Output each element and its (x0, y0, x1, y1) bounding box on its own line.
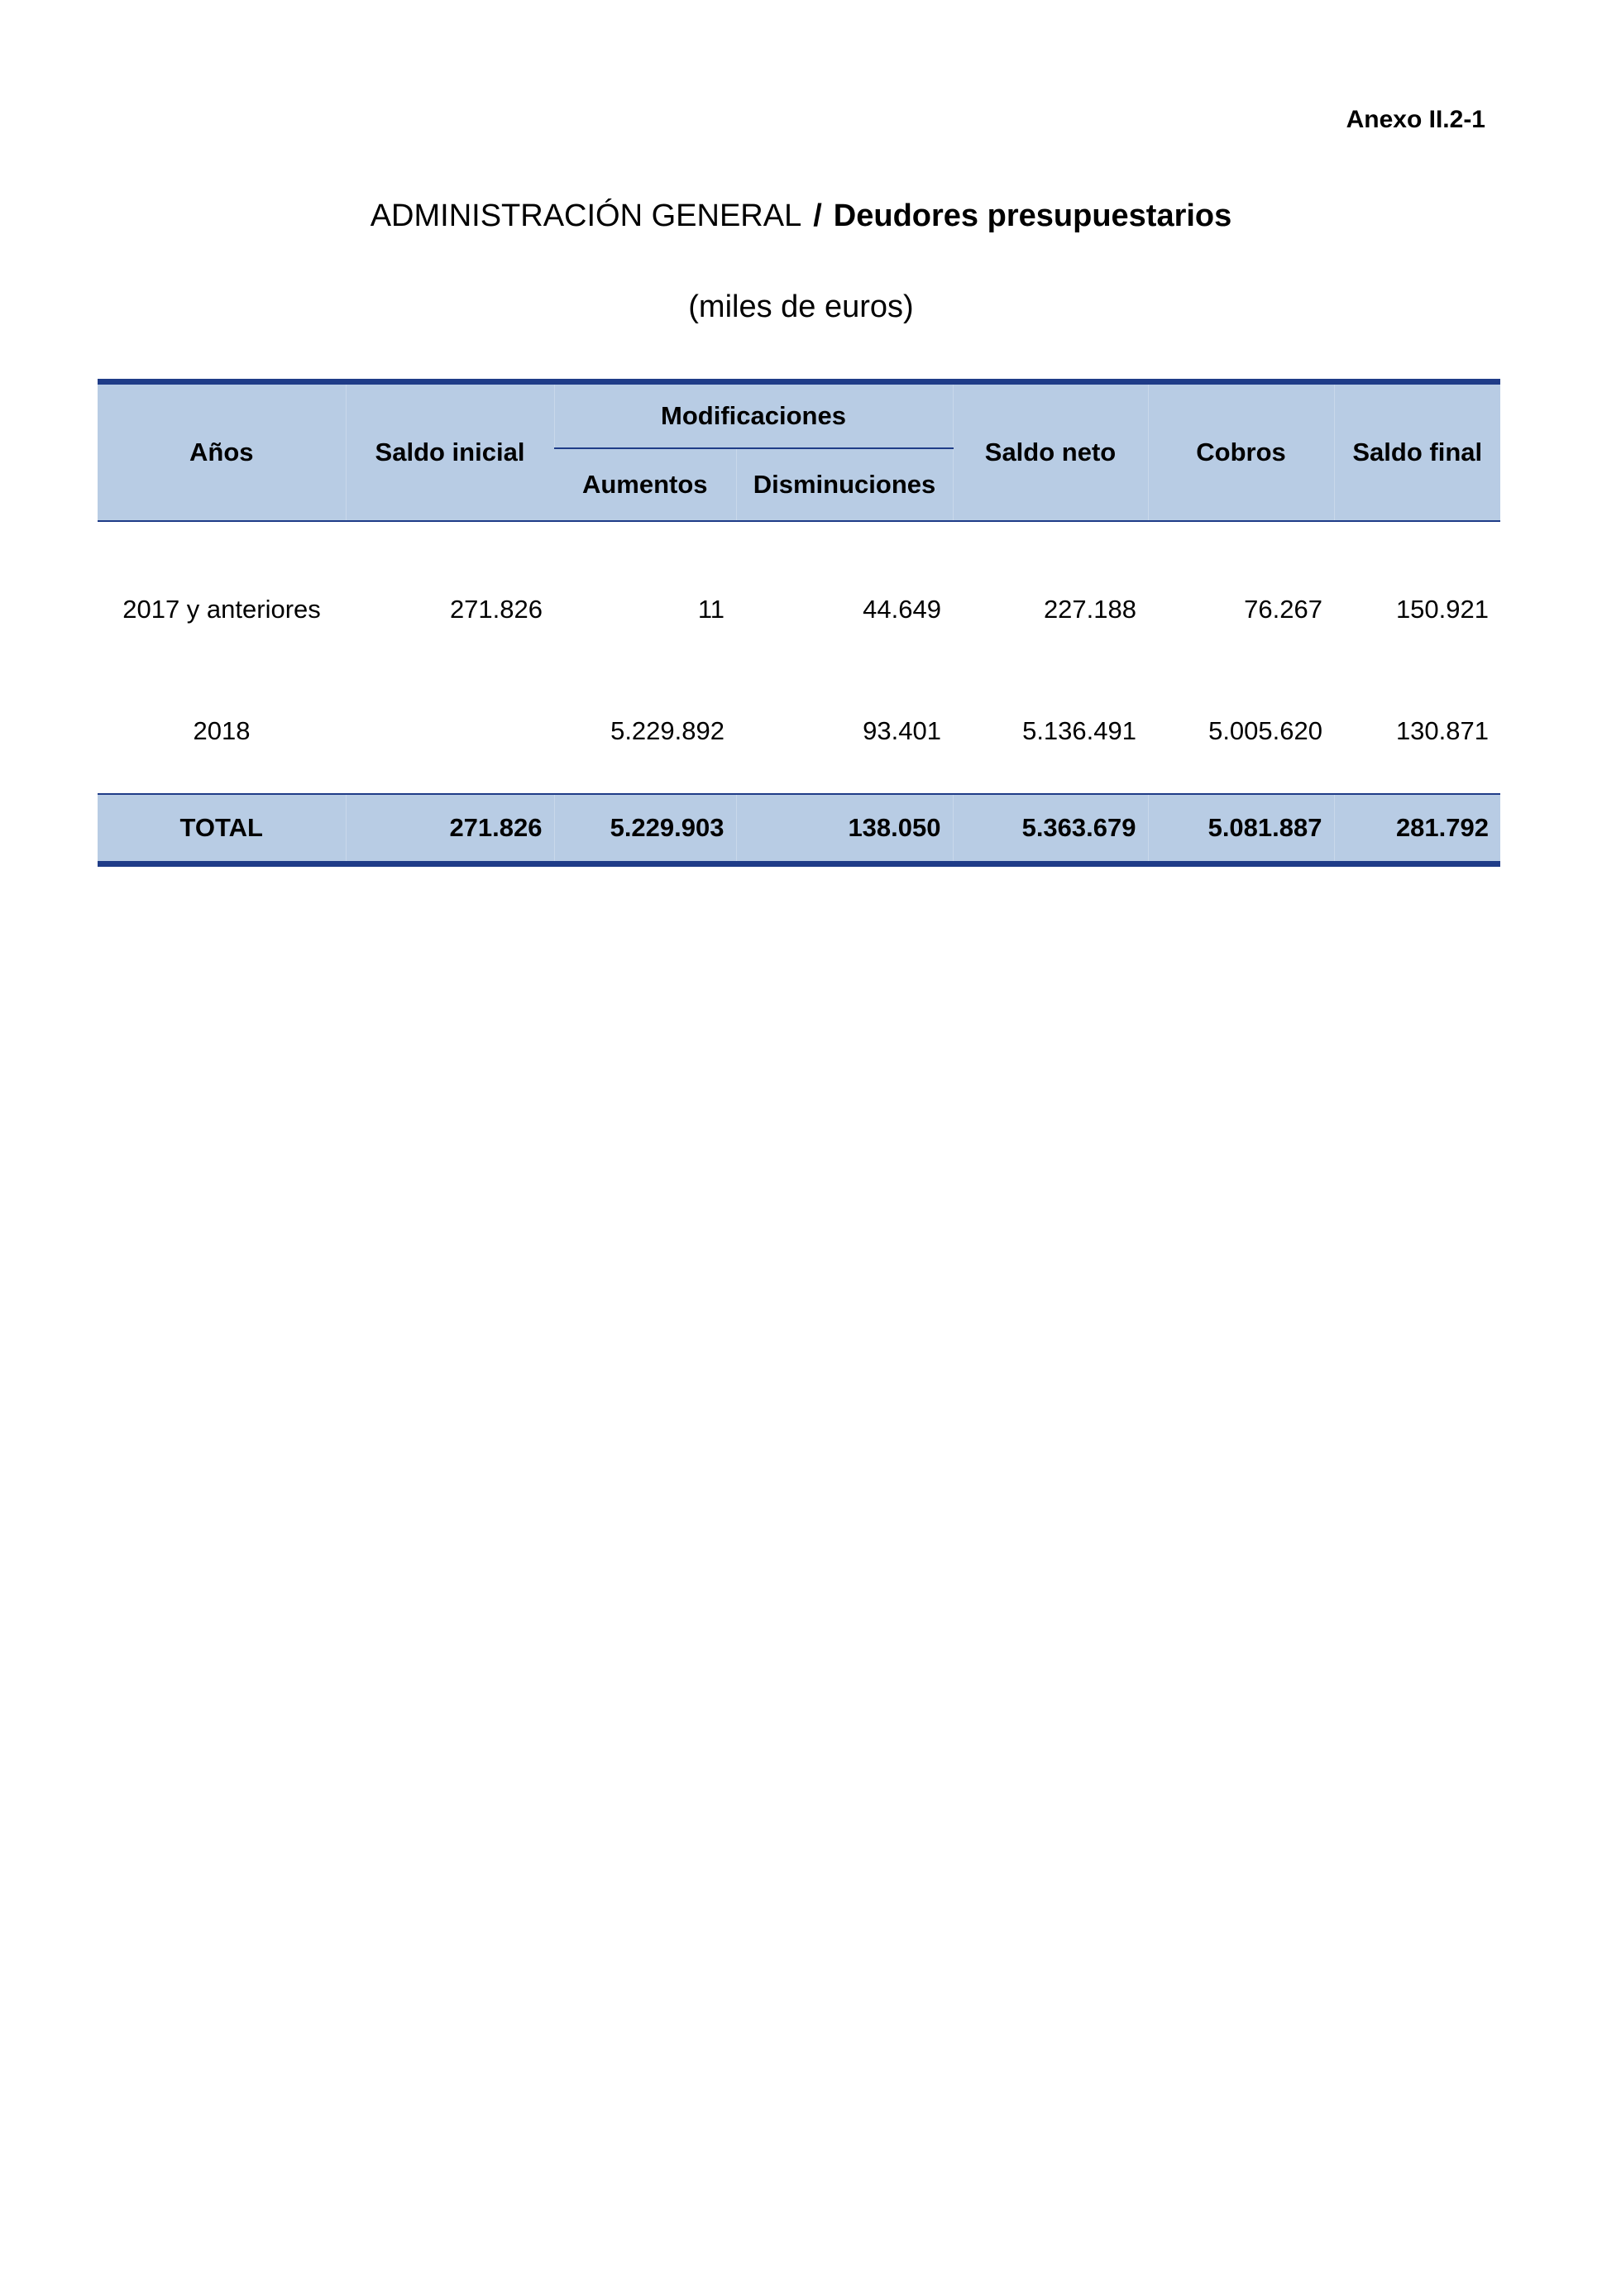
header-cobros: Cobros (1148, 382, 1334, 522)
cell-disminuciones: 93.401 (863, 716, 941, 745)
table-row (98, 521, 1500, 679)
debtors-table (98, 379, 1500, 867)
cell-saldo-inicial: 271.826 (449, 595, 543, 624)
cell-aumentos: 11 (697, 595, 724, 624)
header-saldo-inicial: Saldo inicial (346, 382, 554, 522)
debtors-table-container (98, 379, 1500, 867)
annex-label: Anexo II.2-1 (1346, 106, 1485, 133)
cell-year: 2017 y anteriores (122, 595, 321, 624)
title-main: ADMINISTRACIÓN GENERAL (370, 199, 802, 233)
table-body (98, 521, 1500, 794)
cell-saldo-neto: 227.188 (1043, 595, 1136, 624)
units-label: (miles de euros) (688, 289, 914, 324)
total-disminuciones: 138.050 (736, 794, 953, 864)
cell-saldo-inicial (346, 679, 554, 794)
total-saldo-neto: 5.363.679 (953, 794, 1148, 864)
cell-cobros: 76.267 (1244, 595, 1322, 624)
total-aumentos: 5.229.903 (554, 794, 736, 864)
table-header (98, 382, 1500, 522)
total-saldo-final: 281.792 (1334, 794, 1500, 864)
total-row (98, 794, 1500, 864)
header-years: Años (98, 382, 346, 522)
header-modificaciones: Modificaciones (554, 382, 953, 449)
title-separator: / (813, 199, 822, 233)
header-disminuciones: Disminuciones (736, 448, 953, 521)
cell-disminuciones: 44.649 (863, 595, 941, 624)
table-row (98, 679, 1500, 794)
total-cobros: 5.081.887 (1148, 794, 1334, 864)
header-aumentos: Aumentos (554, 448, 736, 521)
total-label: TOTAL (98, 794, 346, 864)
header-saldo-neto: Saldo neto (953, 382, 1148, 522)
header-saldo-final: Saldo final (1334, 382, 1500, 522)
cell-saldo-neto: 5.136.491 (1022, 716, 1136, 745)
cell-saldo-final: 150.921 (1395, 595, 1489, 624)
cell-cobros: 5.005.620 (1208, 716, 1322, 745)
title-subtitle: Deudores presupuestarios (833, 199, 1232, 233)
total-saldo-inicial: 271.826 (346, 794, 554, 864)
table-total-row (98, 794, 1500, 864)
cell-aumentos: 5.229.892 (610, 716, 724, 745)
page-title (0, 199, 1602, 234)
cell-saldo-final: 130.871 (1395, 716, 1489, 745)
cell-year: 2018 (193, 716, 251, 745)
